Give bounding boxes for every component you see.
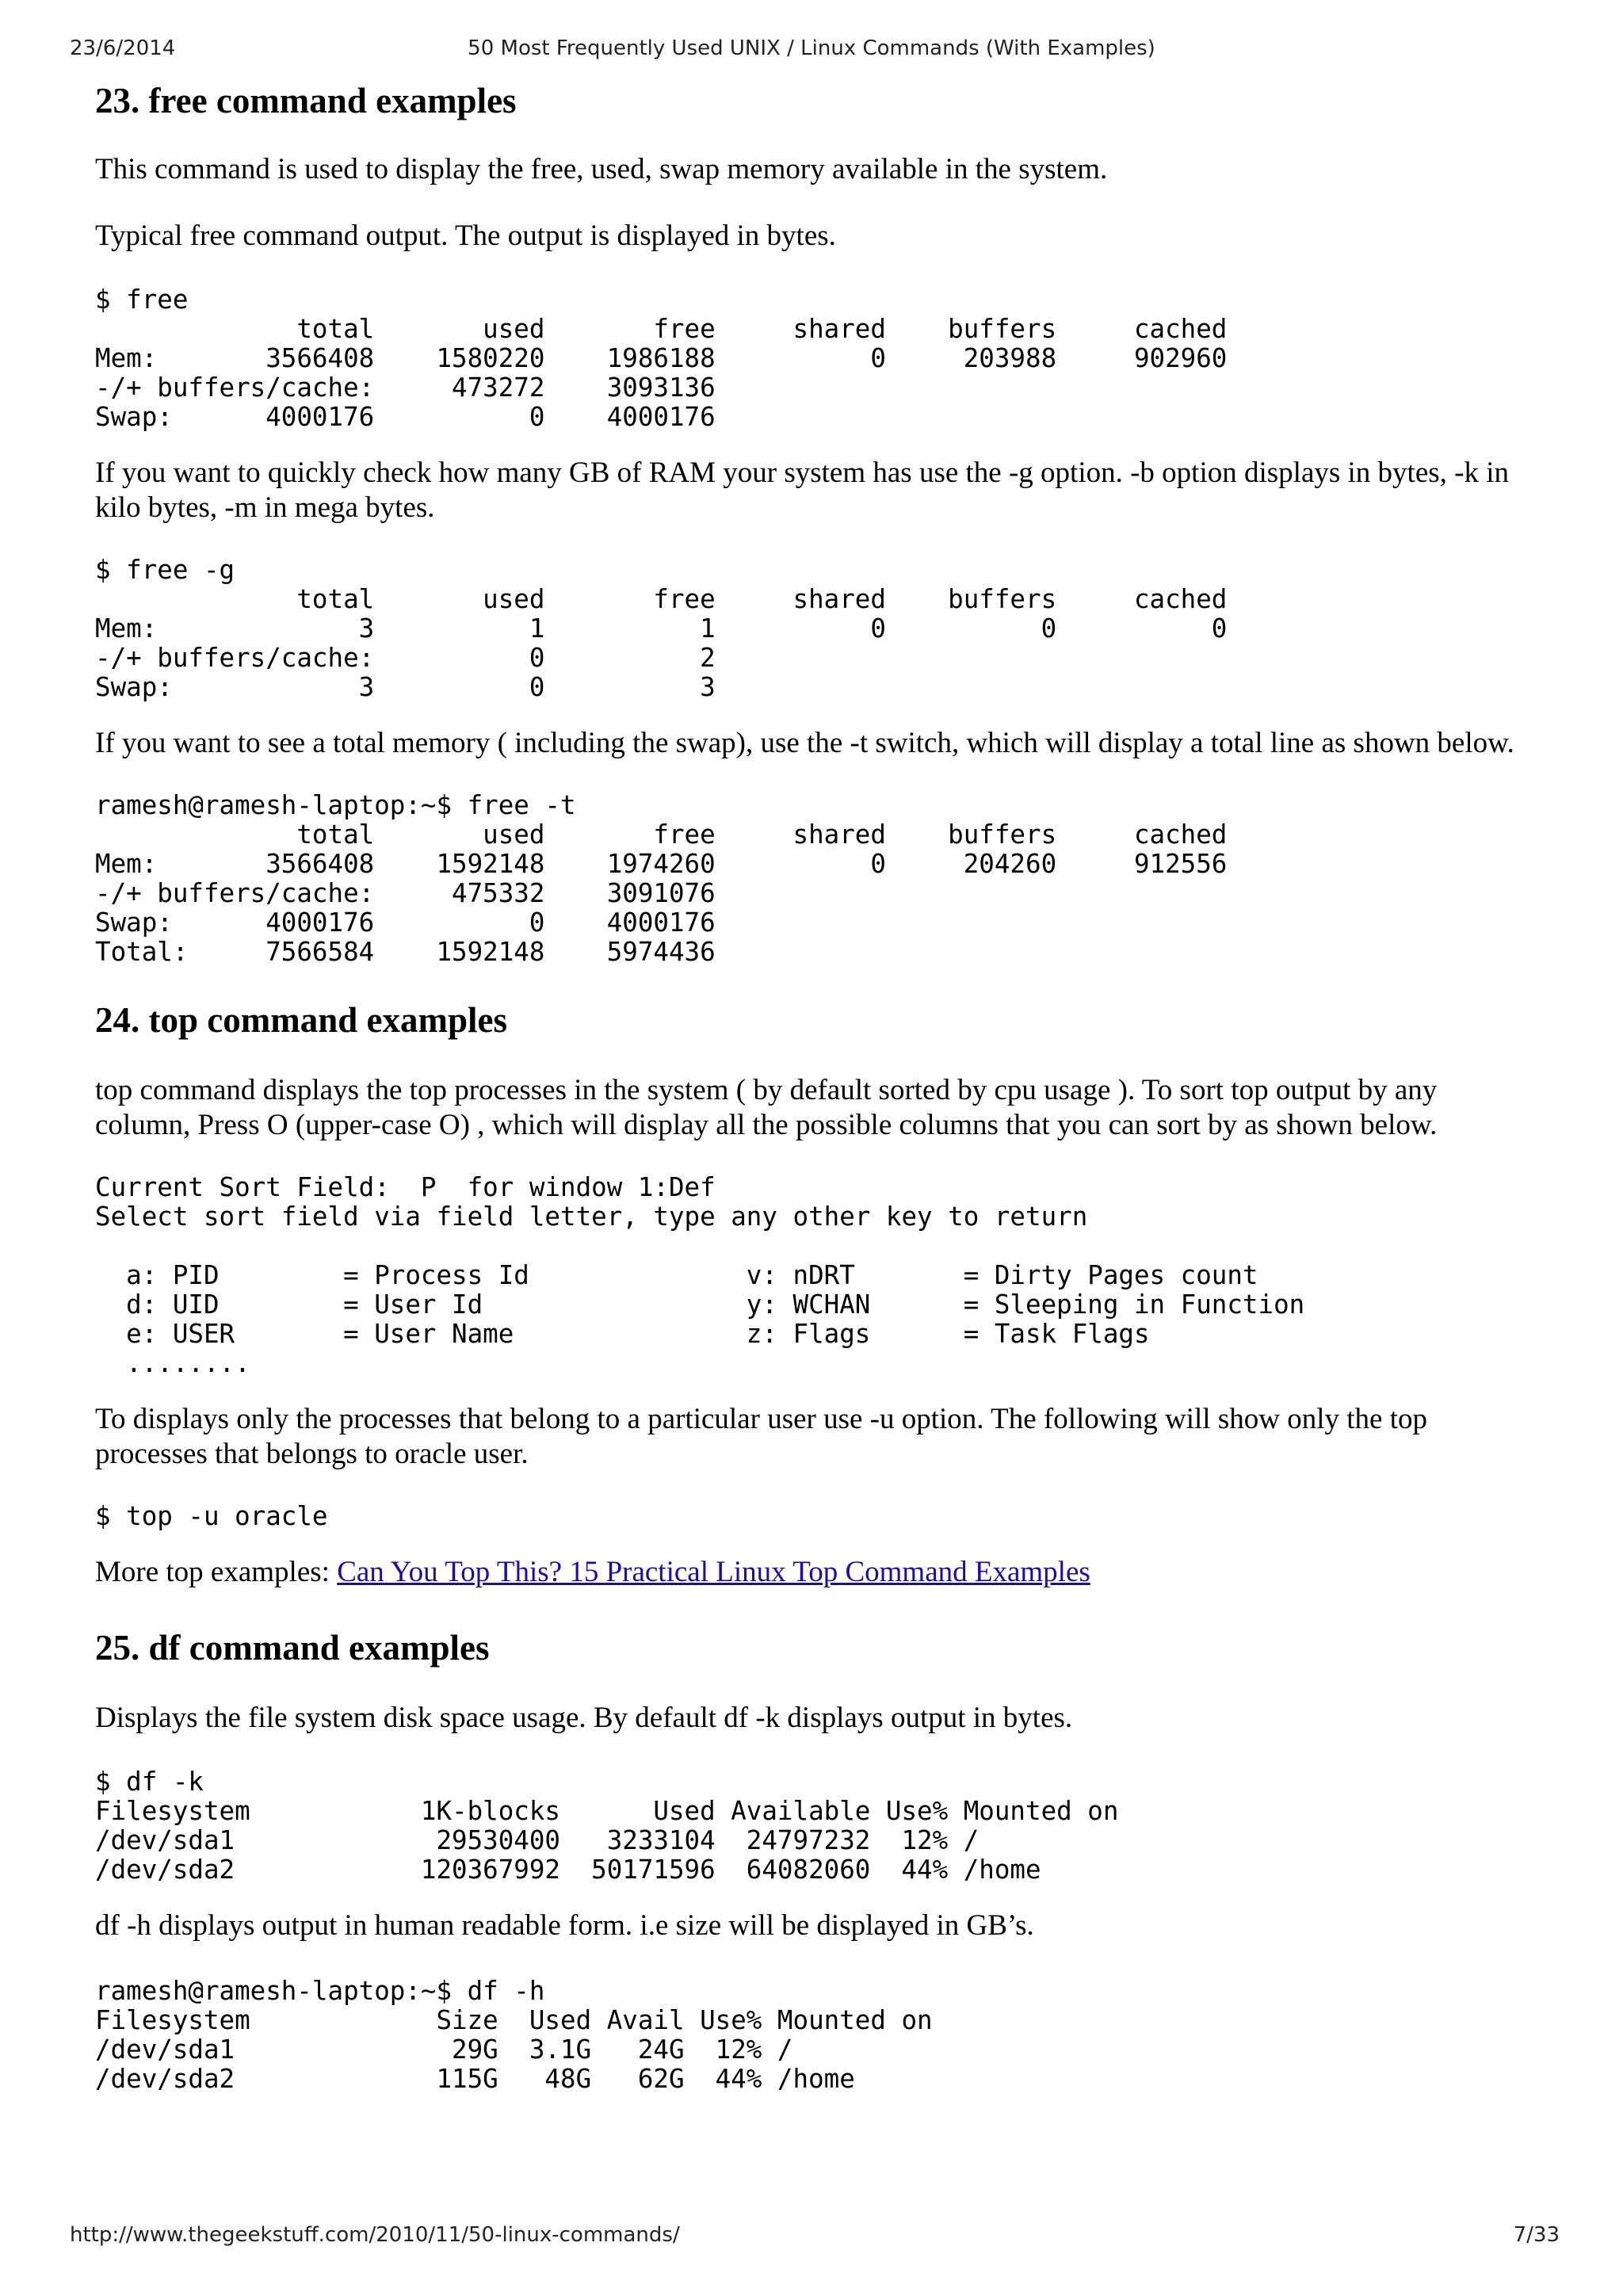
top-intro: top command displays the top processes in the system ( by default sorted by cpu usage ). To sort top output by any column, Press O (upper-case O) , which will display all the possible columns that you can sort by as shown below. [95,1074,1438,1141]
df-h-code-block: ramesh@ramesh-laptop:~$ df -h Filesystem Size Used Avail Use% Mounted on /dev/sda1 29G 3.1G 24G 12% / /dev/sda2 115G 48G 62G 44% /home [95,1976,933,2094]
top-user-note: To displays only the processes that belong to a particular user use -u option. The following will show only the top processes that belongs to oracle user. [95,1403,1427,1470]
article-content [95,79,1537,2094]
free-typical: Typical free command output. The output is displayed in bytes. [95,220,836,252]
page-number: 7/33 [1513,2223,1560,2247]
print-page-title: 50 Most Frequently Used UNIX / Linux Commands (With Examples) [468,36,1155,60]
df-k-code-block: $ df -k Filesystem 1K-blocks Used Available Use% Mounted on /dev/sda1 29530400 3233104 24797232 12% / /dev/sda2 120367992 50171596 64082060 44% /home [95,1767,1119,1885]
df-intro: Displays the file system disk space usage. By default df -k displays output in bytes. [95,1702,1073,1734]
free-total-note: If you want to see a total memory ( including the swap), use the -t switch, which will display a total line as shown below. [95,727,1514,759]
more-examples-prefix: More top examples: [95,1556,338,1588]
top-examples-link[interactable]: Can You Top This? 15 Practical Linux Top Command Examples [337,1556,1090,1588]
free-g-code-block: $ free -g total used free shared buffers cached Mem: 3 1 1 0 0 0 -/+ buffers/cache: 0 2 Swap: 3 0 3 [95,555,1228,702]
top-u-code-block: $ top -u oracle [95,1501,328,1531]
print-date: 23/6/2014 [70,36,176,60]
free-gb-note: If you want to quickly check how many GB of RAM your system has use the -g option. -b option displays in bytes, -k in kilo bytes, -m in mega bytes. [95,457,1510,524]
top-more-examples [95,1555,1537,1590]
section-heading-free: 23. free command examples [95,81,517,120]
df-h-note: df -h displays output in human readable form. i.e size will be displayed in GB’s. [95,1909,1034,1942]
section-heading-top: 24. top command examples [95,1000,507,1040]
source-url: http://www.thegeekstuff.com/2010/11/50-linux-commands/ [70,2223,680,2247]
free-code-block: $ free total used free shared buffers cached Mem: 3566408 1580220 1986188 0 203988 902960 -/+ buffers/cache: 473272 3093136 Swap: 4000176 0 4000176 [95,285,1228,432]
free-t-code-block: ramesh@ramesh-laptop:~$ free -t total used free shared buffers cached Mem: 3566408 1592148 1974260 0 204260 912556 -/+ buffers/cache: 475332 3091076 Swap: 4000176 0 4000176 Total: 7566584 1592148 5974436 [95,790,1228,967]
free-intro: This command is used to display the free, used, swap memory available in the system. [95,153,1108,185]
section-heading-df: 25. df command examples [95,1628,490,1668]
top-sort-code-block: Current Sort Field: P for window 1:Def Select sort field via field letter, type any other key to return a: PID = Process Id v: nDRT = Dirty Pages count d: UID = User Id y: WCHAN = Sleeping in Function e: USER = User Name z: Flags = Task Flags ........ [95,1172,1305,1378]
